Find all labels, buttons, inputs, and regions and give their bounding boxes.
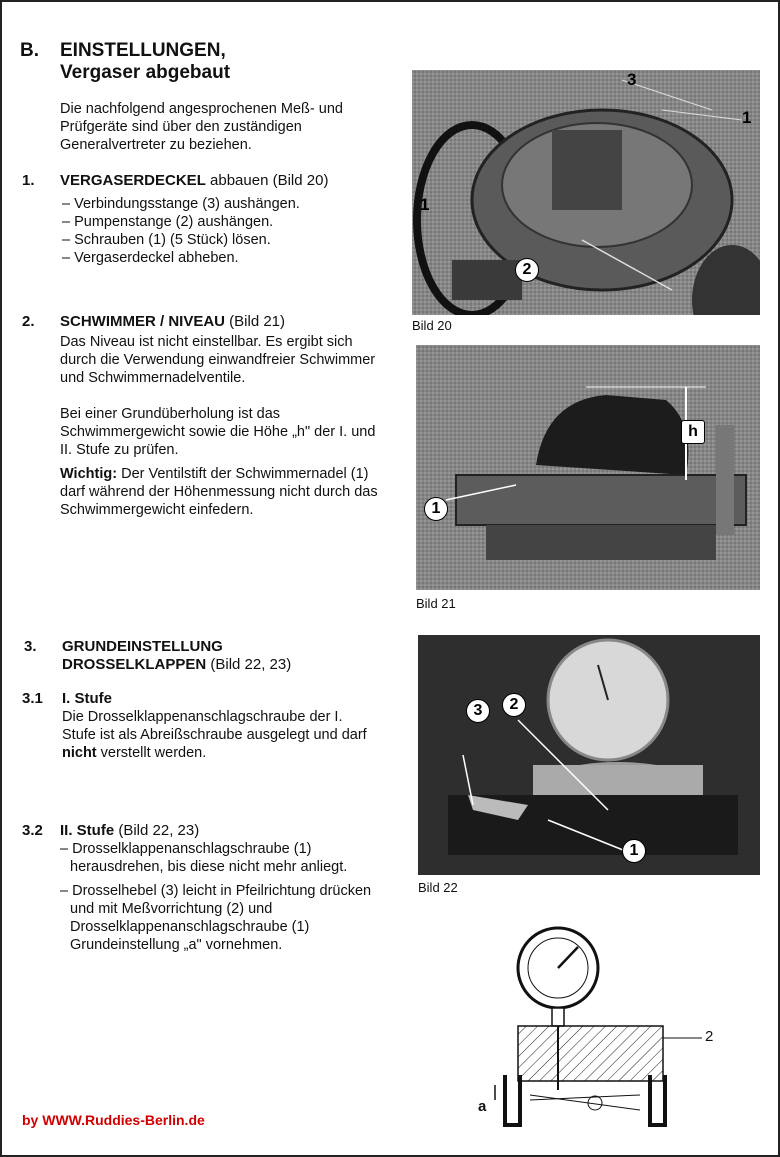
caption-bild22: Bild 22: [418, 880, 458, 895]
section3-number: 3.: [24, 638, 37, 655]
section1-title-bold: VERGASERDECKEL: [60, 172, 206, 189]
section2-warning: [60, 465, 378, 519]
section-letter: B.: [20, 40, 39, 61]
section32-heading: [60, 822, 380, 840]
section3-title-line1: GRUNDEINSTELLUNG: [62, 638, 223, 655]
dial-gauge-setup-illustration: [418, 635, 760, 875]
figure-bild23-drawing: [480, 925, 740, 1150]
figure-bild20-photo: [412, 70, 760, 315]
section32-number: 3.2: [22, 822, 43, 839]
section31-text: [62, 708, 372, 762]
caption-bild21: Bild 21: [416, 596, 456, 611]
bild22-label-2: 2: [502, 693, 526, 717]
section1-title-rest: abbauen (Bild 20): [205, 172, 329, 189]
section3-title-bold: DROSSELKLAPPEN: [62, 656, 207, 673]
section2-para1: Das Niveau ist nicht einstellbar. Es ergibt sich durch die Verwendung einwandfreier Schwimmer und Schwimmernadelventile.: [60, 334, 376, 386]
section31-title: I. Stufe: [62, 690, 113, 707]
section2-heading: [60, 313, 390, 331]
warning-text: Der Ventilstift der Schwimmernadel (1) darf während der Höhenmessung nicht durch das Schwimmergewicht einfedern.: [60, 466, 378, 518]
section2-para2: Bei einer Grundüberholung ist das Schwimmergewicht sowie die Höhe „h" der I. und II. Stufe zu prüfen.: [60, 406, 376, 458]
bild20-label-2: 2: [515, 258, 539, 282]
footer-credit: by WWW.Ruddies-Berlin.de: [22, 1112, 205, 1128]
figure-bild21-photo: [416, 345, 760, 590]
section32-steps: [60, 840, 380, 954]
list-item: – Drosselhebel (3) leicht in Pfeilrichtung drücken und mit Meßvorrichtung (2) und Drosselklappenanschlagschraube (1) Grundeinstellung „a" vornehmen.: [60, 883, 372, 953]
section2-title-bold: SCHWIMMER / NIVEAU: [60, 313, 225, 330]
section31-number: 3.1: [22, 690, 43, 707]
intro-text: Die nachfolgend angesprochenen Meß- und Prüfgeräte sind über den zuständigen Generalvertreter zu beziehen.: [60, 101, 343, 153]
section31-text-b: verstellt werden.: [96, 745, 207, 761]
bild20-label-1a: 1: [742, 108, 752, 127]
list-item: – Schrauben (1) (5 Stück) lösen.: [62, 232, 271, 248]
bild22-label-1: 1: [622, 839, 646, 863]
list-item: – Vergaserdeckel abheben.: [62, 250, 239, 266]
section31-heading: [62, 690, 112, 708]
bild20-label-1b: 1: [420, 195, 430, 214]
section1-number: 1.: [22, 172, 35, 189]
bild22-label-3: 3: [466, 699, 490, 723]
section3-heading: [62, 638, 382, 674]
carburetor-cover-illustration: [412, 70, 760, 315]
float-chamber-illustration: [416, 345, 760, 590]
section2-title-rest: (Bild 21): [225, 313, 286, 330]
section3-title-rest: (Bild 22, 23): [206, 656, 292, 673]
section31-text-a: Die Drosselklappenanschlagschraube der I. Stufe ist als Abreißschraube ausgelegt und darf: [62, 709, 367, 743]
bild21-label-1: 1: [424, 497, 448, 521]
list-item: – Pumpenstange (2) aushängen.: [62, 214, 274, 230]
section32-title-bold: II. Stufe: [60, 822, 115, 839]
figure-bild22-photo: [418, 635, 760, 875]
bild23-label-a: a: [478, 1098, 487, 1115]
section32-title-rest: (Bild 22, 23): [114, 822, 200, 839]
page-title: EINSTELLUNGEN,: [60, 40, 226, 61]
bild23-label-2: 2: [705, 1028, 714, 1045]
bild21-label-h: h: [681, 420, 705, 444]
section31-text-bold: nicht: [62, 745, 97, 761]
section2-number: 2.: [22, 313, 35, 330]
list-item: – Verbindungsstange (3) aushängen.: [62, 196, 300, 212]
bild20-label-3: 3: [627, 70, 637, 89]
warning-label: Wichtig:: [60, 466, 118, 482]
list-item: – Drosselklappenanschlagschraube (1) herausdrehen, bis diese nicht mehr anliegt.: [60, 841, 348, 875]
section1-heading: [60, 172, 390, 190]
caption-bild20: Bild 20: [412, 318, 452, 333]
page-subtitle: Vergaser abgebaut: [60, 62, 231, 83]
section1-steps: [62, 195, 382, 267]
